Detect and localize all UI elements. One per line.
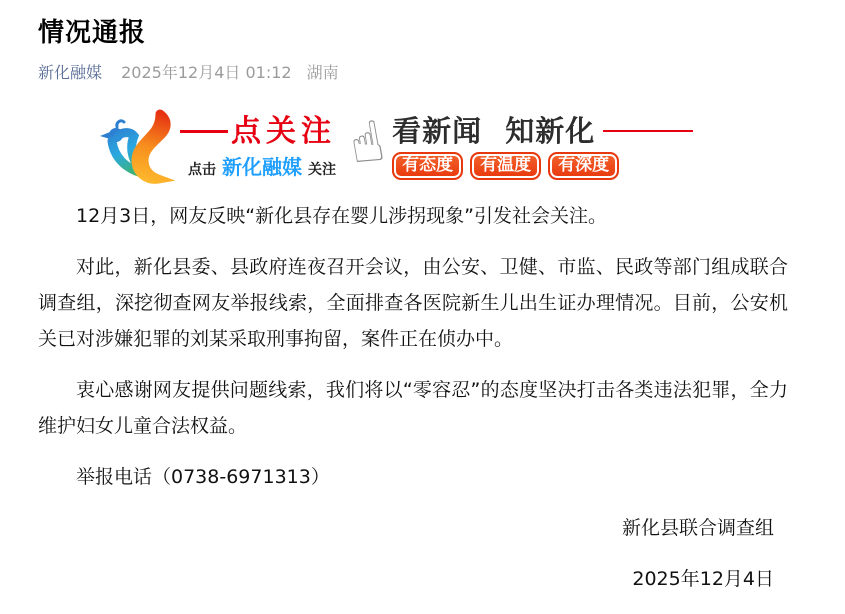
banner-red-line [603,130,693,132]
badge-attitude: 有态度 [392,152,463,180]
byline [38,62,845,84]
banner-sub-suffix: 关注 [308,161,336,178]
tap-hand-icon: ☝ [344,108,390,179]
article-paragraph: 对此，新化县委、县政府连夜召开会议，由公安、卫健、市监、民政等部门组成联合调查组，深挖彻查网友举报线索，全面排查各医院新生儿出生证办理情况。目前，公安机关已对涉嫌犯罪的刘某采取刑事拘留，案件正在侦办中。 [38,256,788,350]
banner-badges [392,152,693,180]
banner-left-block [180,115,336,180]
page-title: 情况通报 [38,18,147,48]
banner-red-dash [180,130,228,133]
badge-warmth: 有温度 [470,152,541,180]
article-paragraph: 举报电话（0738-6971313） [76,466,330,488]
banner-sub-prefix: 点击 [188,161,216,178]
article-paragraph: 衷心感谢网友提供问题线索，我们将以“零容忍”的态度坚决打击各类违法犯罪，全力维护妇女儿童合法权益。 [38,379,788,437]
badge-depth: 有深度 [548,152,619,180]
banner-right-block [392,115,693,180]
article-paragraph: 12月3日，网友反映“新化县存在婴儿涉拐现象”引发社会关注。 [76,205,607,227]
byline-account-link[interactable]: 新化融媒 [38,63,103,82]
xinhua-media-brand-logo-icon [96,108,188,186]
article-signature: 新化县联合调查组 [621,517,774,539]
promo-banner-image[interactable] [96,103,845,191]
banner-slogan: 看新闻 知新化 [392,113,596,148]
byline-location: 湖南 [306,63,339,82]
banner-follow-headline: 点关注 [231,113,336,149]
article-date: 2025年12月4日 [632,568,774,590]
banner-account-name: 新化融媒 [222,154,302,179]
article-body [38,198,788,597]
byline-datetime: 2025年12月4日 01:12 [121,63,292,82]
